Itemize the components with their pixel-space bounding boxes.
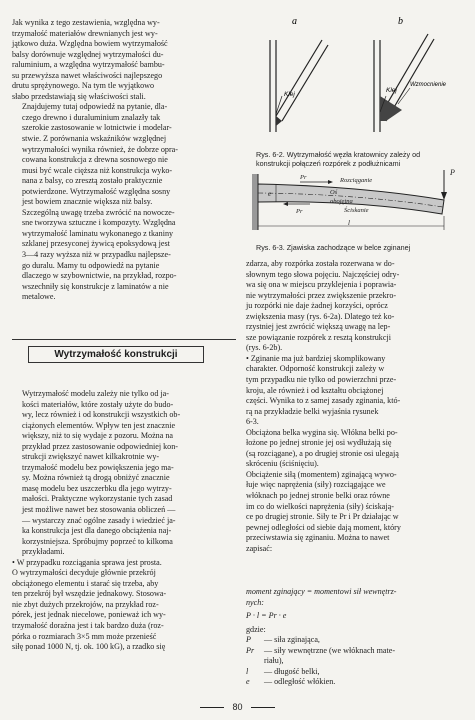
text-line: musi być wcale cięższa niż konstrukcja wyko- (22, 165, 173, 175)
page-footer (0, 702, 475, 712)
text-line: ju rozpórki nie daje żadnej korzyści, oprócz (246, 301, 388, 311)
text-line: wszechniły się konstrukcje z laminatów a nie (22, 281, 169, 291)
fig63-l: l (348, 219, 350, 227)
text-line: przeciwstawia się zginaniu. Można to nawet (246, 533, 390, 543)
text-line: zwiększenia masy (rys. 6-2a). Dlatego też ko- (246, 311, 395, 321)
text-line: łożone po jednej stronie jej osi wydłużają się (246, 438, 392, 448)
left-bottom-paragraph (12, 558, 236, 653)
section-heading: Wytrzymałość konstrukcji (54, 349, 178, 360)
text-line: zdarza, aby rozpórka została rozerwana w do- (246, 259, 395, 268)
text-line: trzymałość modelu bez powiększenia jego ma- (22, 462, 174, 472)
left-column-bottom-text (12, 389, 236, 653)
text-line: go duralu. Mamy tu odpowiedź na pytanie (22, 260, 160, 270)
fig63-e: e (268, 190, 272, 198)
text-line: — wystarczy znać ogólne zasady i wiedzieć ja- (22, 515, 176, 525)
figure-6-2-caption (256, 150, 466, 168)
text-line: (rys. 6-2b). (246, 343, 283, 353)
section-rule-top (12, 339, 236, 340)
definition-symbol: e (246, 677, 250, 687)
text-line: nana z balsy, co zresztą zostało praktycznie (22, 176, 163, 186)
text-line: wytrzymałości wynika również, że dobrze opra- (22, 144, 178, 154)
text-line: małości. Praktyczne wykorzystanie tych zasad (22, 494, 173, 504)
fig63-sciskanie: Ściskanie (344, 207, 369, 214)
figure-6-2a-label: a (292, 16, 297, 27)
figure-6-2a (270, 40, 328, 132)
figure-6-2a-klej: Klej (284, 91, 295, 98)
page-number: 80 (232, 702, 243, 712)
right-paragraph (246, 259, 464, 354)
text-line: O wytrzymałości decyduje głównie przekrój (12, 568, 156, 578)
definition-row (246, 656, 464, 667)
text-line: masę modelu bez uszczerbku dla jego wytrzy- (22, 483, 172, 493)
text-line: przykład przez zastosowanie odpowiedniej kon- (22, 441, 178, 451)
text-line: kości materiałów, które zostały użyte do budo- (22, 399, 174, 409)
definition-row (246, 635, 464, 646)
formula-equation: P · l = Pr · e (246, 611, 287, 621)
definition-symbol: Pr (246, 645, 255, 655)
text-line: Obciążenie siłą (momentem) zginającą wywo- (246, 469, 397, 479)
definition-row (246, 646, 464, 657)
formula-block (246, 587, 464, 688)
text-line: balsy dorównuje względnej wytrzymałości du- (12, 49, 164, 59)
left-top-paragraph (12, 208, 236, 303)
text-line: 3—4 razy wyższa niż w przypadku najlepsze- (22, 250, 171, 260)
text-line: ten przekrój był wszędzie jednakowy. Stosowa- (12, 589, 167, 599)
text-line: słownym tego słowa pojęciu. Najczęściej odry- (246, 269, 400, 279)
definition-text: — długość belki, (264, 666, 320, 676)
right-paragraph (246, 470, 464, 554)
text-line: wytrzymałość laminatu wykonanego z tkaniny (22, 228, 174, 238)
text-line: ce po drugiej stronie. Siły te Pr i Pr działając w (246, 512, 399, 522)
formula-where: gdzie: (246, 624, 266, 634)
formula-lead: moment zginający = momentowi sił wewnętrz- (246, 587, 397, 596)
text-line: Obciążona belka wygina się. Włókna belki po- (246, 427, 398, 437)
left-top-paragraph (12, 102, 236, 207)
text-line: Jak wynika z tego zestawienia, względna wy- (12, 18, 160, 27)
text-line: ka konstrukcja jest dla danego obciążenia naj- (22, 526, 172, 536)
figure-6-2-caption-line-1: Rys. 6-2. Wytrzymałość węzła kratownicy zależy od (256, 150, 421, 159)
text-line: rą na przykładzie belki wyjaśnia rysunek (246, 406, 379, 416)
text-line: su przewyższa nawet właściwości najlepszego (12, 70, 163, 80)
figure-6-3-caption: Rys. 6-3. Zjawiska zachodzące w belce zginanej (256, 243, 411, 252)
text-line: • Zginanie ma już bardziej skomplikowany (246, 353, 386, 363)
text-line: sy. Można również tą drogą obniżyć znacznie (22, 473, 170, 483)
text-line: szklanej przesyconej żywicą epoksydową jest (22, 239, 170, 249)
left-top-paragraph (12, 18, 236, 102)
text-line: Wytrzymałość modelu zależy nie tylko od ja- (22, 389, 169, 398)
text-line: sne tworzywa sztuczne i kompozyty. Względna (22, 218, 176, 228)
text-line: przykładami. (22, 547, 65, 557)
text-line: jest bowiem znacznie większa niż balsy. (22, 197, 153, 207)
figure-6-2b-klej: Klej (386, 87, 397, 94)
text-line: zapisać: (246, 543, 273, 553)
formula-definitions (246, 635, 464, 688)
definition-text: — siła zginająca, (264, 635, 320, 645)
text-line: 6-3. (246, 417, 259, 427)
text-line: Znajdujemy tutaj odpowiedź na pytanie, dla- (22, 102, 168, 112)
text-line: rzystniej jest zwrócić większą uwagę na lep- (246, 322, 391, 332)
text-line: trzymałość doraźna jest i tak bardzo duża (roz- (12, 621, 164, 631)
text-line: nie wytrzymałości przez zwiększenie przekro- (246, 290, 397, 300)
fig63-Pr-bottom: Pr (296, 208, 303, 215)
text-line: siłę ponad 1000 N, tj. ok. 100 kG), a rzadko się (12, 642, 166, 652)
text-line: większy, niż to się wydaje z pozoru. Można na (22, 431, 173, 441)
text-line: obciążonego elementu i starać się trzeba, aby (12, 578, 159, 588)
footer-dash-right (251, 707, 275, 708)
figure-6-2-caption-line-2: konstrukcji połączeń rozpórek z podłużnicami (256, 159, 401, 168)
definition-symbol: P (246, 635, 251, 645)
fig63-P: P (450, 168, 455, 177)
definition-text: riału), (264, 656, 284, 666)
footer-dash-left (200, 707, 224, 708)
text-line: jest możliwe nawet bez stosowania obliczeń — (22, 505, 176, 515)
section-heading-box (28, 346, 204, 363)
text-line: raluminium, a względna wytrzymałość bambu- (12, 60, 165, 70)
text-line: Szczególną uwagę trzeba zwrócić na nowocze- (22, 207, 175, 217)
text-line: charakter. Odporność konstrukcji zależy w (246, 364, 385, 374)
fig63-Pr-top: Pr (300, 174, 307, 181)
text-line: tym przypadku nie tylko od powierzchni prze- (246, 375, 397, 385)
text-line: czego drewno i duraluminium znalazły tak (22, 112, 161, 122)
definition-symbol: l (246, 666, 249, 676)
formula-lead-2: nych: (246, 597, 264, 607)
text-line: • W przypadku rozciągania sprawa jest prosta. (12, 557, 162, 567)
text-line: im co do wielkości naprężenia (siły) ściskają- (246, 501, 394, 511)
figure-6-2b-label: b (398, 16, 403, 27)
fig63-rozciaganie: Rozciąganie (340, 177, 373, 184)
text-line: słabo przedstawiają się właściwości stali. (12, 91, 146, 101)
left-column-top-text (12, 18, 236, 303)
figure-6-2 (262, 12, 462, 142)
text-line: potwierdzone. Wytrzymałość względna sosny (22, 186, 171, 196)
definition-text: — odległość włókien. (264, 677, 336, 687)
text-line: strukcji zwiększyć nawet kilkakrotnie wy- (22, 452, 160, 462)
text-line: szerokie zastosowanie w lotnictwie i modelar- (22, 123, 172, 133)
text-line: pórka o rozmiarach 3×5 mm może przenieść (12, 631, 157, 641)
text-line: (są rozciągane), a po drugiej stronie osi ulegają (246, 448, 399, 458)
right-column-text (246, 259, 464, 554)
text-line: jątkowo duża. Względna bowiem wytrzymałość (12, 39, 168, 49)
text-line: ciążonych elementów. Wpływ ten jest znacznie (22, 420, 176, 430)
text-line: części. Wynika to z samej zasady zginania, któ- (246, 396, 401, 406)
definition-row (246, 677, 464, 688)
fig63-os-obojetna: Oś obojętna (330, 189, 353, 205)
figure-6-2b-wzmocnienie: Wzmocnienie (410, 82, 447, 88)
text-line: skróceniu (ściśnięciu). (246, 459, 319, 469)
text-line: trzymałość materiałów drewnianych jest wy- (12, 28, 158, 38)
text-line: łuje więc naprężenia (siły) rozciągające we (246, 480, 386, 490)
text-line: kroju, ale również i od kształtu obciążonej (246, 385, 384, 395)
definition-row (246, 667, 464, 678)
text-line: korzystniejsza. Spróbujmy poprzeć to kilkoma (22, 536, 173, 546)
right-paragraph (246, 428, 464, 470)
definition-text: — siły wewnętrzne (we włóknach mate- (264, 645, 396, 655)
text-line: stwie. Z porównania wskaźników względnej (22, 134, 167, 144)
text-line: sze powiązanie rozpórek z resztą konstrukcji (246, 332, 391, 342)
text-line: dlaczego w szybownictwie, na przykład, rozpo- (22, 271, 177, 281)
text-line: pórek, jest jednak niecelowe, ponieważ ich wy- (12, 610, 166, 620)
text-line: wy, lecz również i od konstrukcji wszystkich ob- (22, 410, 181, 420)
text-line: metalowe. (22, 292, 56, 302)
right-paragraph (246, 354, 464, 428)
text-line: cowana konstrukcja z drewna sosnowego nie (22, 155, 168, 165)
left-bottom-paragraph (12, 389, 236, 558)
text-line: drutu sprężynowego. Na tym tle wyjątkowo (12, 81, 155, 91)
text-line: wa się ona w miejscu przyklejenia i poprawia- (246, 280, 397, 290)
text-line: pewnej odległości od siebie dają moment, który (246, 522, 401, 532)
text-line: włóknach po jednej stronie belki oraz równe (246, 491, 390, 501)
text-line: nie zbyt dużych przekrojów, na przykład roz- (12, 599, 159, 609)
